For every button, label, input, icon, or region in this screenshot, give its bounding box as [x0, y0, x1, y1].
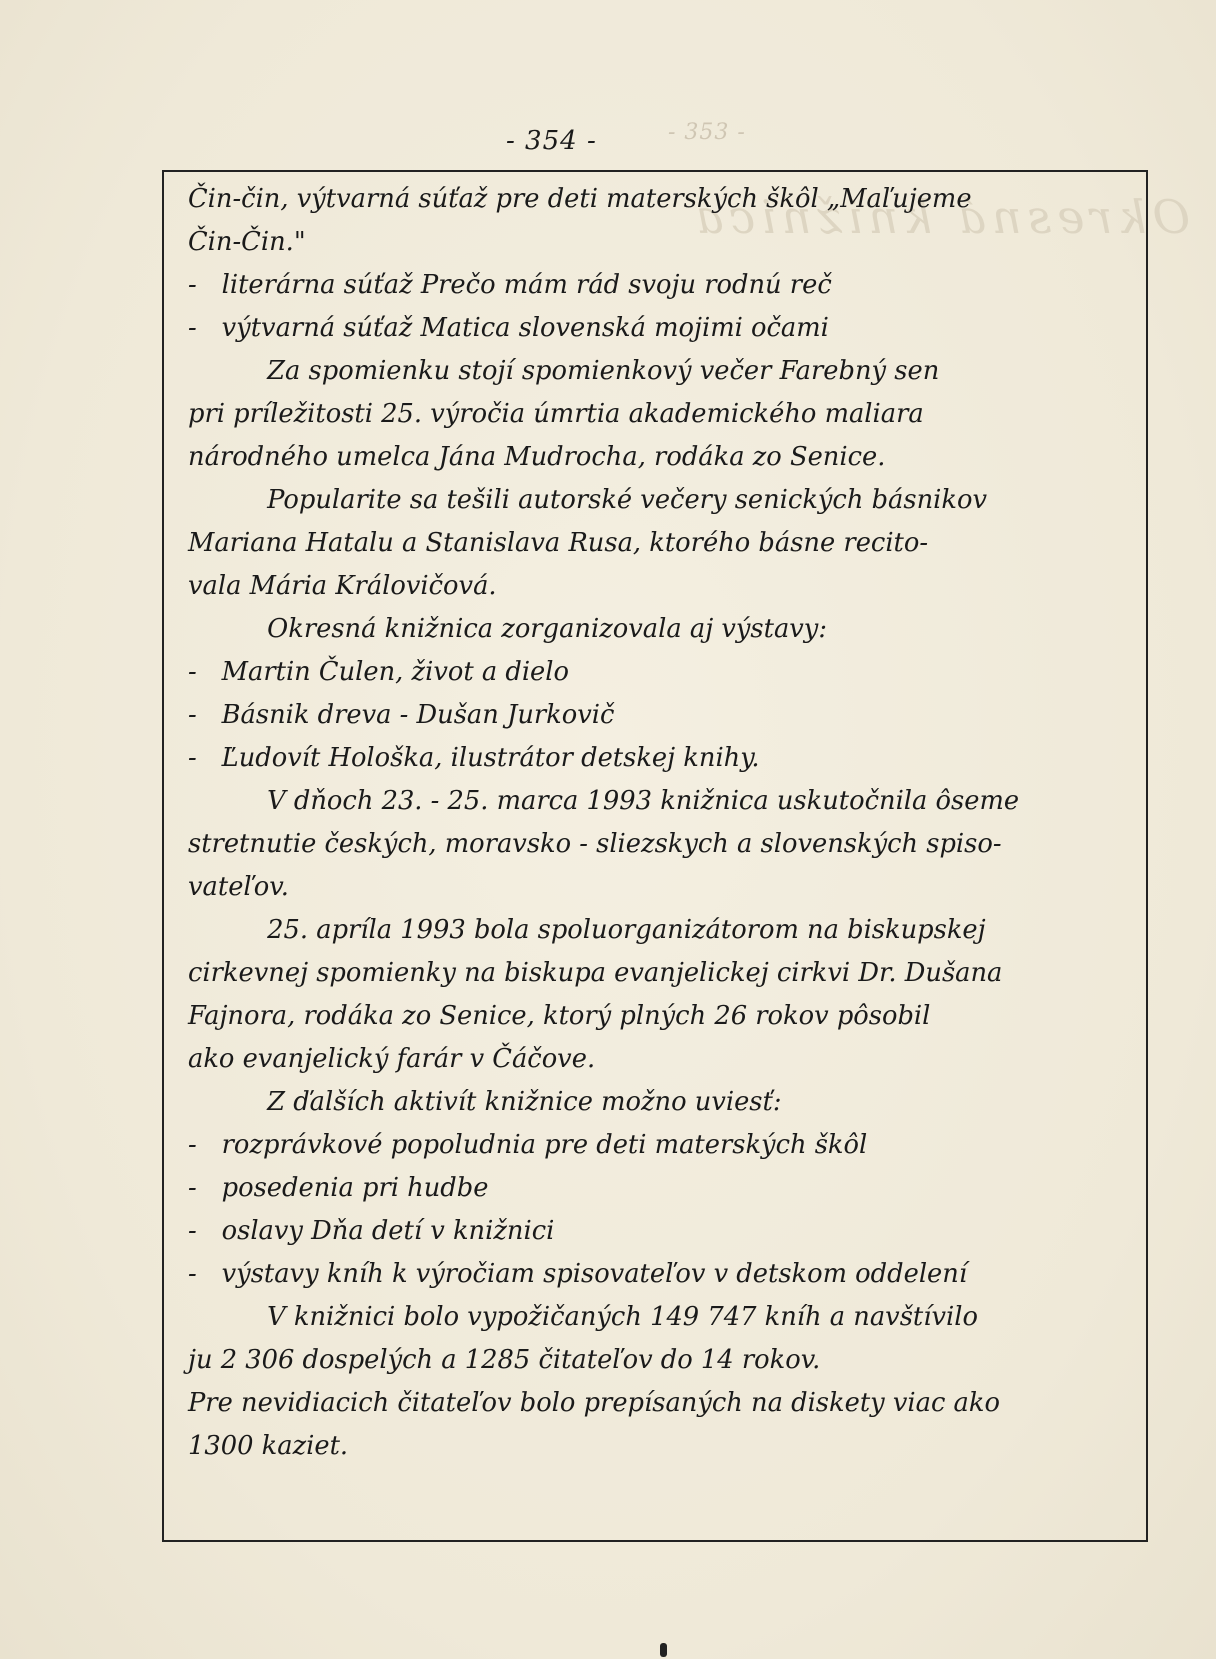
- line-text: Čin-Čin.": [188, 227, 306, 257]
- line-text: cirkevnej spomienky na biskupa evanjelickej cirkvi Dr. Dušana: [188, 958, 1003, 988]
- text-line: [188, 436, 1118, 479]
- text-line: [188, 565, 1118, 608]
- bullet-line: [188, 307, 1118, 350]
- bullet-dash: -: [188, 743, 197, 773]
- bleed-through-page-number: - 353 -: [668, 120, 746, 145]
- text-line: [188, 178, 1118, 221]
- line-text: národného umelca Jána Mudrocha, rodáka zo Senice.: [188, 442, 886, 472]
- text-line: [188, 866, 1118, 909]
- text-line: [188, 221, 1118, 264]
- line-text: 25. apríla 1993 bola spoluorganizátorom na biskupskej: [267, 915, 986, 945]
- bullet-line: [188, 1167, 1118, 1210]
- bullet-line: [188, 737, 1118, 780]
- bleed-through-title: Okresná knižnica: [690, 190, 1191, 244]
- text-line: [188, 952, 1118, 995]
- text-line: [188, 522, 1118, 565]
- bullet-dash: -: [188, 657, 197, 687]
- line-text: ju 2 306 dospelých a 1285 čitateľov do 14 rokov.: [188, 1345, 821, 1375]
- line-text: V knižnici bolo vypožičaných 149 747 kníh a navštívilo: [267, 1302, 978, 1332]
- text-line: [188, 780, 1118, 823]
- text-line: [188, 1339, 1118, 1382]
- bullet-dash: -: [188, 1259, 197, 1289]
- line-text: Martin Čulen, život a dielo: [221, 657, 569, 687]
- text-line: [188, 1296, 1118, 1339]
- text-line: [188, 479, 1118, 522]
- text-line: [188, 350, 1118, 393]
- line-text: Za spomienku stojí spomienkový večer Farebný sen: [267, 356, 940, 386]
- line-text: Mariana Hatalu a Stanislava Rusa, ktorého básne recito-: [188, 528, 929, 558]
- bullet-dash: -: [188, 1130, 197, 1160]
- text-line: [188, 1382, 1118, 1425]
- handwritten-text-body: [188, 178, 1128, 1468]
- line-text: Básnik dreva - Dušan Jurkovič: [221, 700, 615, 730]
- line-text: V dňoch 23. - 25. marca 1993 knižnica uskutočnila ôseme: [267, 786, 1020, 816]
- line-text: rozprávkové popoludnia pre deti materských škôl: [221, 1130, 868, 1160]
- bullet-line: [188, 1124, 1118, 1167]
- text-line: [188, 608, 1118, 651]
- text-line: [188, 995, 1118, 1038]
- bullet-line: [188, 651, 1118, 694]
- line-text: Fajnora, rodáka zo Senice, ktorý plných 26 rokov pôsobil: [188, 1001, 931, 1031]
- bullet-dash: -: [188, 700, 197, 730]
- line-text: vateľov.: [188, 872, 289, 902]
- text-line: [188, 393, 1118, 436]
- line-text: Čin-čin, výtvarná súťaž pre deti materských škôl „Maľujeme: [188, 184, 972, 214]
- bullet-line: [188, 1253, 1118, 1296]
- line-text: vala Mária Královičová.: [188, 571, 497, 601]
- line-text: Pre nevidiacich čitateľov bolo prepísaných na diskety viac ako: [188, 1388, 1000, 1418]
- line-text: stretnutie českých, moravsko - sliezskych a slovenských spiso-: [188, 829, 1002, 859]
- text-line: [188, 909, 1118, 952]
- bullet-dash: -: [188, 313, 197, 343]
- text-line: [188, 823, 1118, 866]
- bullet-line: [188, 694, 1118, 737]
- bullet-line: [188, 1210, 1118, 1253]
- line-text: ako evanjelický farár v Čáčove.: [188, 1044, 596, 1074]
- text-line: [188, 1425, 1118, 1468]
- line-text: Okresná knižnica zorganizovala aj výstavy:: [267, 614, 828, 644]
- line-text: pri príležitosti 25. výročia úmrtia akademického maliara: [188, 399, 924, 429]
- text-line: [188, 1038, 1118, 1081]
- bullet-line: [188, 264, 1118, 307]
- line-text: výtvarná súťaž Matica slovenská mojimi očami: [221, 313, 829, 343]
- line-text: 1300 kaziet.: [188, 1431, 349, 1461]
- ink-mark: [660, 1643, 667, 1657]
- line-text: Popularite sa tešili autorské večery senických básnikov: [267, 485, 988, 515]
- bullet-dash: -: [188, 270, 197, 300]
- text-line: [188, 1081, 1118, 1124]
- page-number: - 354 -: [506, 126, 597, 156]
- line-text: literárna súťaž Prečo mám rád svoju rodnú reč: [221, 270, 832, 300]
- line-text: oslavy Dňa detí v knižnici: [221, 1216, 555, 1246]
- line-text: Z ďalších aktivít knižnice možno uviesť:: [267, 1087, 782, 1117]
- line-text: Ľudovít Hološka, ilustrátor detskej knihy.: [221, 743, 760, 773]
- bullet-dash: -: [188, 1173, 197, 1203]
- line-text: posedenia pri hudbe: [221, 1173, 489, 1203]
- bullet-dash: -: [188, 1216, 197, 1246]
- line-text: výstavy kníh k výročiam spisovateľov v detskom oddelení: [221, 1259, 968, 1289]
